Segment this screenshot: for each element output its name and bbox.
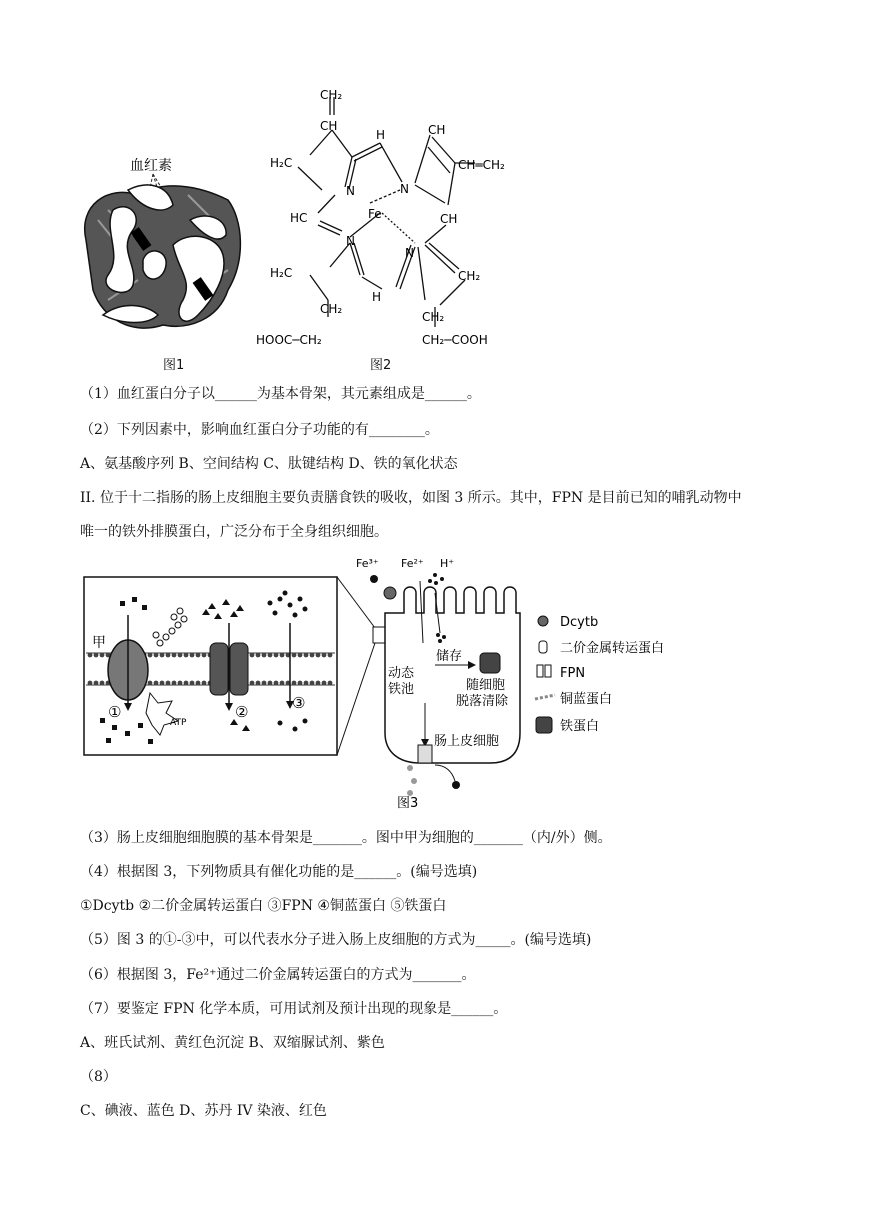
struct-ch-eq-ch2: CH═CH₂ — [458, 158, 505, 172]
phospholipid-head — [268, 681, 273, 686]
phospholipid-head — [148, 653, 153, 658]
struct-ch2-bl: CH₂ — [320, 302, 343, 316]
struct-ch-right: CH — [440, 212, 458, 226]
struct-n4: N — [405, 246, 414, 260]
phospholipid-head — [262, 653, 267, 658]
struct-cooh: CH₂─COOH — [422, 333, 488, 347]
struct-ch-top: CH — [320, 119, 338, 133]
phospholipid-head — [94, 681, 99, 686]
part2-intro-line1: II. 位于十二指肠的肠上皮细胞主要负责膳食铁的吸收，如图 3 所示。其中，FPN 是目前已知的哺乳动物中 — [80, 490, 742, 506]
phospholipid-head — [298, 681, 303, 686]
route-1: ① — [108, 703, 122, 721]
struct-ch2-top: CH₂ — [320, 88, 343, 102]
struct-fe: Fe — [368, 207, 382, 221]
shed-1: 随细胞 — [466, 678, 506, 693]
phospholipid-head — [178, 653, 183, 658]
dcytb-on-membrane — [384, 587, 396, 599]
phospholipid-head — [304, 653, 309, 658]
phospholipid-head — [250, 653, 255, 658]
phospholipid-head — [316, 681, 321, 686]
phospholipid-head — [322, 681, 327, 686]
phospholipid-head — [160, 653, 165, 658]
phospholipid-head — [166, 653, 171, 658]
phospholipid-head — [160, 681, 165, 686]
ferritin-icon — [536, 717, 552, 733]
figure1-caption: 图1 — [163, 358, 185, 373]
legend-fpn: FPN — [560, 666, 586, 681]
figure3-iron-absorption — [80, 553, 720, 811]
phospholipid-head — [172, 653, 177, 658]
legend-dcytb: Dcytb — [560, 615, 599, 630]
phospholipid-head — [280, 681, 285, 686]
figure2-caption: 图2 — [370, 358, 392, 373]
phospholipid-head — [316, 653, 321, 658]
figure1-hemoglobin — [78, 150, 248, 350]
jia-label: 甲 — [92, 635, 106, 651]
phospholipid-head — [256, 653, 261, 658]
struct-ch2-right: CH₂ — [458, 269, 481, 283]
route-3: ③ — [292, 694, 306, 712]
fpn-on-membrane — [418, 745, 432, 763]
phospholipid-head — [280, 653, 285, 658]
phospholipid-head — [328, 681, 333, 686]
atp-label: ATP — [170, 718, 187, 728]
legend-ceruloplasmin: 铜蓝蛋白 — [560, 692, 613, 707]
dynamic-pool-2: 铁池 — [388, 682, 415, 697]
phospholipid-head — [250, 681, 255, 686]
phospholipid-head — [196, 653, 201, 658]
phospholipid-head — [190, 653, 195, 658]
ferritin-in-cell — [480, 653, 500, 673]
fe2-label: Fe²⁺ — [401, 557, 424, 570]
struct-ch-right-top: CH — [428, 123, 446, 137]
question-2-options: A、氨基酸序列 B、空间结构 C、肽键结构 D、铁的氧化状态 — [80, 456, 458, 472]
phospholipid-head — [328, 653, 333, 658]
struct-h2c-lower: H₂C — [270, 266, 293, 280]
struct-h2c-left: H₂C — [270, 156, 293, 170]
phospholipid-head — [94, 653, 99, 658]
phospholipid-head — [292, 681, 297, 686]
phospholipid-head — [304, 681, 309, 686]
phospholipid-head — [202, 653, 207, 658]
phospholipid-head — [184, 681, 189, 686]
phospholipid-head — [148, 681, 153, 686]
question-7: （7）要鉴定 FPN 化学本质，可用试剂及预计出现的现象是______。 — [80, 1001, 508, 1017]
fpn-icon — [537, 665, 551, 677]
struct-ch2-br: CH₂ — [422, 310, 445, 324]
phospholipid-head — [154, 653, 159, 658]
phospholipid-head — [100, 681, 105, 686]
h-ion-label: H⁺ — [440, 557, 455, 570]
phospholipid-head — [202, 681, 207, 686]
phospholipid-head — [172, 681, 177, 686]
phospholipid-head — [268, 653, 273, 658]
figure3-label: 图3 — [397, 796, 419, 811]
question-5: （5）图 3 的①-③中，可以代表水分子进入肠上皮细胞的方式为_____。(编号选填) — [80, 932, 592, 948]
phospholipid-head — [274, 681, 279, 686]
figure2-heme-structure — [250, 85, 540, 375]
phospholipid-head — [262, 681, 267, 686]
phospholipid-head — [184, 653, 189, 658]
storage-label: 储存 — [436, 649, 463, 664]
figure3-legend — [535, 615, 664, 734]
struct-n2: N — [400, 182, 409, 196]
phospholipid-head — [292, 653, 297, 658]
question-1: （1）血红蛋白分子以______为基本骨架，其元素组成是______。 — [80, 386, 481, 402]
question-7-options-ab: A、班氏试剂、黄红色沉淀 B、双缩脲试剂、紫色 — [80, 1035, 385, 1051]
phospholipid-head — [100, 653, 105, 658]
phospholipid-head — [88, 653, 93, 658]
route-2: ② — [235, 703, 249, 721]
question-3: （3）肠上皮细胞细胞膜的基本骨架是_______。图中甲为细胞的_______（内/外）侧。 — [80, 830, 612, 846]
phospholipid-head — [310, 681, 315, 686]
phospholipid-head — [190, 681, 195, 686]
part2-intro-line2: 唯一的铁外排膜蛋白，广泛分布于全身组织细胞。 — [80, 524, 388, 540]
question-4: （4）根据图 3，下列物质具有催化功能的是______。(编号选填) — [80, 864, 478, 880]
phospholipid-head — [256, 681, 261, 686]
phospholipid-head — [196, 681, 201, 686]
struct-h-bottom: H — [372, 290, 382, 304]
phospholipid-head — [322, 653, 327, 658]
legend-ferritin: 铁蛋白 — [560, 719, 600, 734]
question-4-options: ①Dcytb ②二价金属转运蛋白 ③FPN ④铜蓝蛋白 ⑤铁蛋白 — [80, 898, 447, 914]
dynamic-pool-1: 动态 — [388, 666, 415, 681]
struct-n3: N — [346, 234, 355, 248]
phospholipid-head — [298, 653, 303, 658]
phospholipid-head — [88, 681, 93, 686]
phospholipid-head — [274, 653, 279, 658]
shed-2: 脱落清除 — [456, 694, 509, 709]
phospholipid-head — [310, 653, 315, 658]
dcytb-icon — [538, 616, 548, 626]
dmt-icon — [539, 641, 547, 653]
legend-dmt: 二价金属转运蛋白 — [560, 641, 665, 656]
question-8: （8） — [80, 1069, 117, 1085]
ceruloplasmin-icon — [535, 695, 555, 699]
question-2: （2）下列因素中，影响血红蛋白分子功能的有________。 — [80, 422, 439, 438]
channel-protein-2 — [210, 643, 228, 695]
struct-hc-left: HC — [290, 211, 308, 225]
phospholipid-head — [154, 681, 159, 686]
question-7-options-cd: C、碘液、蓝色 D、苏丹 IV 染液、红色 — [80, 1103, 327, 1119]
phospholipid-head — [178, 681, 183, 686]
cell-label: 肠上皮细胞 — [434, 734, 500, 749]
heme-label: 血红素 — [130, 158, 172, 174]
phospholipid-head — [166, 681, 171, 686]
fe3-label: Fe³⁺ — [356, 557, 379, 570]
struct-h-top: H — [376, 128, 386, 142]
question-6: （6）根据图 3，Fe²⁺通过二价金属转运蛋白的方式为_______。 — [80, 967, 476, 983]
struct-hooc: HOOC─CH₂ — [256, 333, 322, 347]
struct-n1: N — [346, 184, 355, 198]
